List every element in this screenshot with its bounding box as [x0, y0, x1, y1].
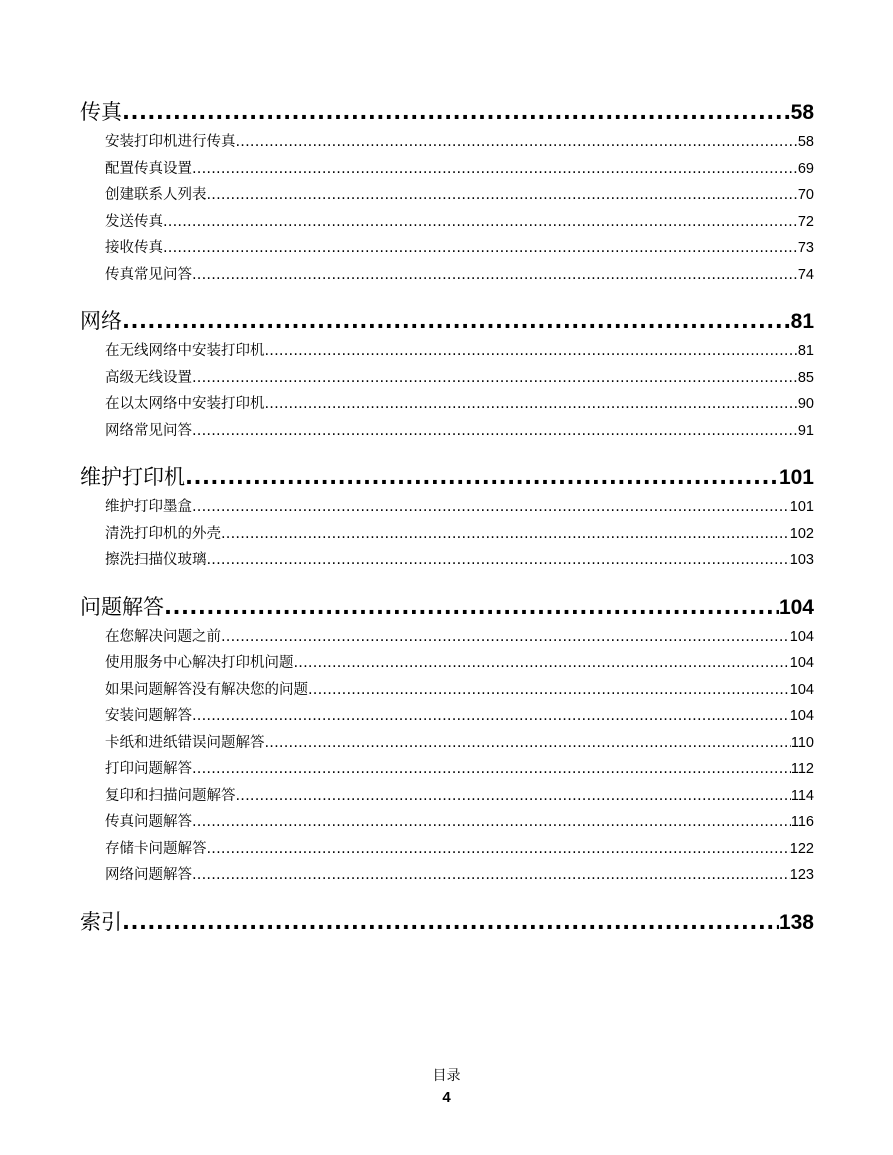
toc-chapter-page-number: 58: [790, 101, 814, 124]
page-number: 4: [442, 1089, 451, 1106]
toc-entry-page-number: 102: [789, 525, 814, 542]
toc-entry-page-number: 103: [789, 552, 814, 568]
toc-section: [80, 591, 814, 889]
dot-leader: [122, 906, 779, 939]
toc-entry[interactable]: [80, 391, 814, 418]
toc-entry[interactable]: [80, 703, 814, 730]
toc-entry-page-number: 110: [790, 734, 814, 751]
toc-chapter[interactable]: [80, 96, 814, 129]
dot-leader: [192, 756, 791, 783]
toc-chapter[interactable]: [80, 906, 814, 939]
toc-entry[interactable]: [80, 262, 814, 289]
toc-entry-page-number: 70: [797, 187, 814, 203]
toc-chapter-title: 索引: [80, 909, 122, 934]
toc-entry[interactable]: [80, 129, 814, 156]
dot-leader: [122, 305, 791, 338]
toc-entry-title: 传真问题解答: [105, 814, 192, 830]
toc-chapter[interactable]: [80, 305, 814, 338]
dot-leader: [236, 783, 791, 810]
toc-entry[interactable]: [80, 547, 814, 574]
dot-leader: [308, 677, 790, 704]
toc-chapter-page-number: 81: [790, 310, 814, 333]
toc-entry[interactable]: [80, 418, 814, 445]
toc-entry-page-number: 81: [797, 343, 814, 359]
dot-leader: [294, 650, 790, 677]
toc-entry-title: 传真常见问答: [105, 266, 192, 283]
dot-leader: [192, 494, 790, 521]
footer-section-label: 目录: [432, 1068, 461, 1084]
toc-chapter[interactable]: [80, 591, 814, 624]
toc-entry[interactable]: [80, 862, 814, 889]
toc-entry[interactable]: [80, 836, 814, 863]
toc-entry[interactable]: [80, 209, 814, 236]
toc-entry-page-number: 116: [790, 814, 814, 830]
toc-entry-page-number: 85: [797, 369, 814, 386]
toc-entry-title: 接收传真: [105, 240, 163, 256]
toc-entry-page-number: 104: [789, 681, 814, 698]
dot-leader: [122, 96, 791, 129]
toc-entry-page-number: 58: [797, 134, 814, 150]
toc-entry-title: 存储卡问题解答: [105, 840, 207, 857]
toc-entry-page-number: 104: [789, 655, 814, 671]
toc-entry-title: 维护打印墨盒: [105, 499, 192, 515]
dot-leader: [207, 547, 790, 574]
toc-entry-title: 配置传真设置: [105, 160, 192, 177]
toc-entry-title: 使用服务中心解决打印机问题: [105, 655, 294, 671]
toc-entry-page-number: 104: [789, 708, 814, 724]
toc-entry-page-number: 90: [797, 396, 814, 412]
toc-entry[interactable]: [80, 624, 814, 651]
dot-leader: [192, 703, 790, 730]
toc-entry[interactable]: [80, 677, 814, 704]
toc-entry[interactable]: [80, 521, 814, 548]
table-of-contents: [80, 96, 814, 939]
toc-entry[interactable]: [80, 650, 814, 677]
toc-entry[interactable]: [80, 235, 814, 262]
toc-section: [80, 906, 814, 939]
toc-entry-title: 清洗打印机的外壳: [105, 525, 221, 542]
toc-entry-title: 创建联系人列表: [105, 187, 207, 203]
dot-leader: [192, 262, 798, 289]
dot-leader: [192, 809, 791, 836]
toc-section: [80, 96, 814, 288]
toc-entry[interactable]: [80, 809, 814, 836]
dot-leader: [207, 836, 790, 863]
toc-entry[interactable]: [80, 182, 814, 209]
toc-entry[interactable]: [80, 494, 814, 521]
dot-leader: [236, 129, 798, 156]
toc-chapter-page-number: 104: [778, 595, 814, 619]
toc-entry-title: 如果问题解答没有解决您的问题: [105, 681, 308, 698]
toc-entry-title: 安装打印机进行传真: [105, 134, 236, 150]
toc-entry-title: 在您解决问题之前: [105, 628, 221, 645]
dot-leader: [192, 365, 798, 392]
toc-entry[interactable]: [80, 756, 814, 783]
dot-leader: [164, 591, 779, 624]
dot-leader: [163, 209, 798, 236]
toc-entry-title: 安装问题解答: [105, 708, 192, 724]
toc-chapter-page-number: 101: [778, 466, 814, 489]
dot-leader: [207, 182, 798, 209]
toc-entry[interactable]: [80, 730, 814, 757]
toc-entry-page-number: 114: [790, 787, 814, 804]
dot-leader: [192, 862, 790, 889]
dot-leader: [221, 624, 790, 651]
toc-entry[interactable]: [80, 783, 814, 810]
toc-chapter-page-number: 138: [778, 910, 814, 934]
page-footer: [0, 1066, 893, 1110]
toc-chapter[interactable]: [80, 461, 814, 494]
toc-entry-page-number: 122: [789, 840, 814, 857]
dot-leader: [221, 521, 790, 548]
toc-chapter-title: 维护打印机: [80, 465, 185, 489]
dot-leader: [265, 391, 798, 418]
toc-entry[interactable]: [80, 365, 814, 392]
dot-leader: [163, 235, 798, 262]
toc-entry[interactable]: [80, 338, 814, 365]
toc-entry-page-number: 74: [797, 266, 814, 283]
toc-entry-title: 擦洗扫描仪玻璃: [105, 552, 207, 568]
toc-entry-title: 在无线网络中安装打印机: [105, 343, 265, 359]
toc-entry-title: 网络常见问答: [105, 422, 192, 439]
toc-entry-page-number: 91: [797, 422, 814, 439]
dot-leader: [265, 338, 798, 365]
dot-leader: [185, 461, 779, 494]
toc-section: [80, 461, 814, 574]
toc-entry-title: 打印问题解答: [105, 761, 192, 777]
toc-chapter-title: 网络: [80, 309, 122, 333]
toc-entry-title: 复印和扫描问题解答: [105, 787, 236, 804]
toc-entry-page-number: 69: [797, 160, 814, 177]
toc-entry-page-number: 72: [797, 213, 814, 230]
toc-entry-page-number: 73: [797, 240, 814, 256]
toc-chapter-title: 问题解答: [80, 594, 164, 619]
toc-section: [80, 305, 814, 444]
toc-entry-title: 高级无线设置: [105, 369, 192, 386]
dot-leader: [192, 156, 798, 183]
toc-entry-title: 发送传真: [105, 213, 163, 230]
dot-leader: [265, 730, 791, 757]
dot-leader: [192, 418, 798, 445]
toc-chapter-title: 传真: [80, 100, 122, 124]
toc-entry-title: 卡纸和进纸错误问题解答: [105, 734, 265, 751]
toc-entry[interactable]: [80, 156, 814, 183]
toc-entry-page-number: 123: [789, 867, 814, 883]
toc-entry-title: 网络问题解答: [105, 867, 192, 883]
toc-entry-title: 在以太网络中安装打印机: [105, 396, 265, 412]
toc-entry-page-number: 104: [789, 628, 814, 645]
toc-entry-page-number: 101: [789, 499, 814, 515]
toc-entry-page-number: 112: [790, 761, 814, 777]
